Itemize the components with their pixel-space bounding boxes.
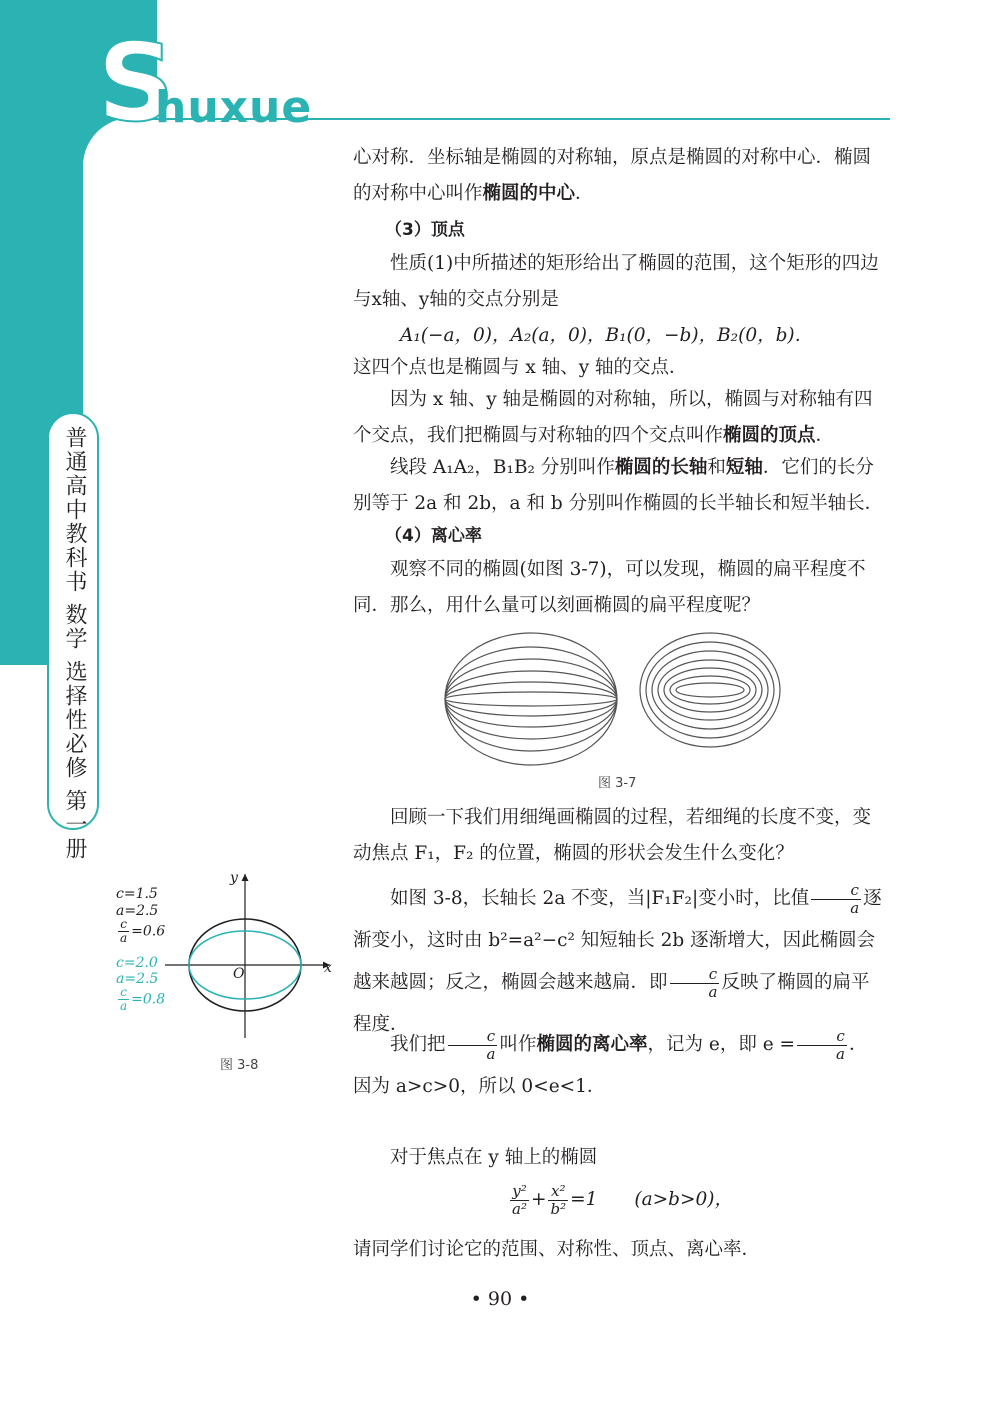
paragraph-symmetry bbox=[353, 140, 885, 212]
fig37-right-e7 bbox=[676, 683, 744, 697]
teal-label-a: a=2.5 bbox=[116, 971, 159, 987]
frac-num: x² bbox=[548, 1183, 568, 1201]
fraction-c-over-a bbox=[811, 882, 861, 917]
fraction-c-over-a bbox=[448, 1028, 498, 1063]
text-span: 如图 3-8，长轴长 2a 不变，当|F₁F₂|变小时，比值 bbox=[390, 888, 810, 909]
frac-den: a bbox=[850, 898, 860, 917]
fig37-left-outer bbox=[445, 633, 617, 765]
frac-den: a bbox=[708, 982, 718, 1001]
fraction-c-over-a bbox=[118, 918, 129, 945]
equation-tail: =1 (a>b>0)， bbox=[570, 1189, 733, 1210]
paragraph-y-focus: 对于焦点在 y 轴上的椭圆 bbox=[390, 1147, 598, 1168]
side-title: 普通高中教科书 数学 选择性必修 第一册 bbox=[62, 426, 87, 861]
teal-label-c: c=2.0 bbox=[116, 955, 158, 971]
text-span: 逐渐变小，这时由 b²=a²−c² 知短轴长 2b 逐渐增大，因此椭圆会越来越圆；反之，椭圆会越来越扁．即 bbox=[353, 888, 882, 993]
text-span: 心对称．坐标轴是椭圆的对称轴，原点是椭圆的对称中心．椭圆的对称中心叫作 bbox=[353, 147, 872, 204]
logo-text: huxue bbox=[155, 82, 313, 133]
frac-den: a² bbox=[512, 1199, 527, 1218]
logo-initial: S bbox=[97, 21, 175, 146]
fraction-y2-a2 bbox=[510, 1183, 529, 1218]
band-notch bbox=[83, 118, 203, 665]
black-label-a: a=2.5 bbox=[116, 903, 159, 919]
fig37-left-e2 bbox=[445, 647, 617, 751]
ellipse-equation: $\frac{\text{y²}}{\text{a²}}$ + $\frac{\text{x²}}{\text{b²}}$ =1 (a>b>0)， bbox=[512, 1181, 733, 1218]
text-span: ． bbox=[815, 425, 835, 446]
paragraph-axes bbox=[353, 450, 885, 522]
fig37-right-e6 bbox=[670, 676, 750, 704]
fraction-c-over-a bbox=[118, 986, 129, 1013]
fig37-left-e4 bbox=[445, 671, 617, 727]
paragraph-eccentricity bbox=[353, 1024, 885, 1108]
figure-3-8 bbox=[160, 868, 340, 1043]
fig37-left-e6 bbox=[445, 692, 617, 706]
heading-vertex: （3）顶点 bbox=[385, 220, 465, 240]
paragraph-discuss: 请同学们讨论它的范围、对称性、顶点、离心率． bbox=[353, 1239, 761, 1260]
fig37-right-e2 bbox=[646, 642, 774, 738]
origin-label: O bbox=[233, 966, 245, 982]
term-minor-axis: 短轴 bbox=[725, 457, 763, 478]
frac-den: a bbox=[120, 931, 128, 945]
x-axis-label: x bbox=[324, 960, 332, 976]
fraction-c-over-a bbox=[670, 966, 720, 1001]
frac-num: y² bbox=[510, 1183, 529, 1201]
paragraph-range: 性质(1)中所描述的矩形给出了椭圆的范围，这个矩形的四边与x轴、y轴的交点分别是 bbox=[353, 253, 879, 310]
text-span: ．它们的长分别等于 2a 和 2b，a 和 b 分别叫作椭圆的长半轴长和短半轴长． bbox=[353, 457, 884, 514]
paragraph-ratio bbox=[353, 878, 885, 1046]
frac-den: a bbox=[486, 1044, 496, 1063]
frac-num: c bbox=[448, 1028, 498, 1046]
frac-den: a bbox=[836, 1044, 845, 1063]
ratio-value: =0.6 bbox=[131, 923, 166, 940]
frac-num: c bbox=[797, 1028, 847, 1046]
fraction-c-over-a bbox=[797, 1028, 847, 1063]
term-vertex: 椭圆的顶点 bbox=[723, 425, 816, 446]
ratio-value: =0.8 bbox=[131, 991, 166, 1008]
frac-den: b² bbox=[550, 1199, 567, 1218]
frac-num: c bbox=[118, 986, 129, 1000]
paragraph-intersections: 这四个点也是椭圆与 x 轴、y 轴的交点． bbox=[353, 357, 688, 378]
paragraph-observe: 观察不同的椭圆(如图 3-7)，可以发现，椭圆的扁平程度不同．那么，用什么量可以刻画椭圆的扁平程度呢？ bbox=[353, 559, 866, 616]
fig37-right-e4 bbox=[658, 660, 762, 720]
term-center: 椭圆的中心 bbox=[482, 183, 576, 204]
text-span: 和 bbox=[707, 457, 726, 478]
y-axis-label: y bbox=[230, 870, 238, 886]
fig37-left-e5 bbox=[445, 682, 617, 716]
fig37-right-e1 bbox=[640, 633, 780, 747]
vertex-formula: A₁(−a，0)，A₂(a，0)，B₁(0，−b)，B₂(0，b)． bbox=[400, 325, 814, 346]
frac-den: a bbox=[120, 999, 128, 1013]
paragraph-review: 回顾一下我们用细绳画椭圆的过程，若细绳的长度不变，变动焦点 F₁，F₂ 的位置，椭圆的形状会发生什么变化？ bbox=[353, 807, 872, 864]
text-span: 叫作 bbox=[499, 1034, 537, 1055]
text-span: ． bbox=[575, 183, 594, 204]
black-label-ratio bbox=[116, 918, 165, 945]
page-number: • 90 • bbox=[470, 1288, 530, 1310]
text-span: ．因为 a>c>0，所以 0<e<1． bbox=[353, 1034, 868, 1097]
text-span: 线段 A₁A₂，B₁B₂ 分别叫作 bbox=[390, 457, 615, 478]
figure-3-7-caption: 图 3-7 bbox=[598, 776, 637, 791]
term-major-axis: 椭圆的长轴 bbox=[614, 457, 708, 478]
frac-num: c bbox=[670, 966, 720, 984]
frac-num: c bbox=[118, 918, 129, 932]
teal-label-ratio bbox=[116, 986, 165, 1013]
text-span: 我们把 bbox=[390, 1034, 446, 1055]
text-span: ，记为 e，即 e = bbox=[647, 1034, 796, 1055]
term-eccentricity: 椭圆的离心率 bbox=[536, 1034, 648, 1055]
paragraph-vertices bbox=[353, 382, 885, 454]
fraction-x2-b2 bbox=[548, 1183, 568, 1218]
heading-eccentricity: （4）离心率 bbox=[385, 526, 482, 546]
figure-3-8-caption: 图 3-8 bbox=[220, 1058, 259, 1073]
frac-num: c bbox=[811, 882, 861, 900]
figure-3-7 bbox=[440, 630, 800, 775]
black-label-c: c=1.5 bbox=[116, 886, 158, 902]
text-span: 因为 x 轴、y 轴是椭圆的对称轴，所以，椭圆与对称轴有四个交点，我们把椭圆与对称轴的四个交点叫作 bbox=[353, 389, 873, 446]
text-span: 反映了椭圆的扁平程度． bbox=[353, 972, 870, 1035]
fig37-right-e5 bbox=[664, 668, 756, 712]
